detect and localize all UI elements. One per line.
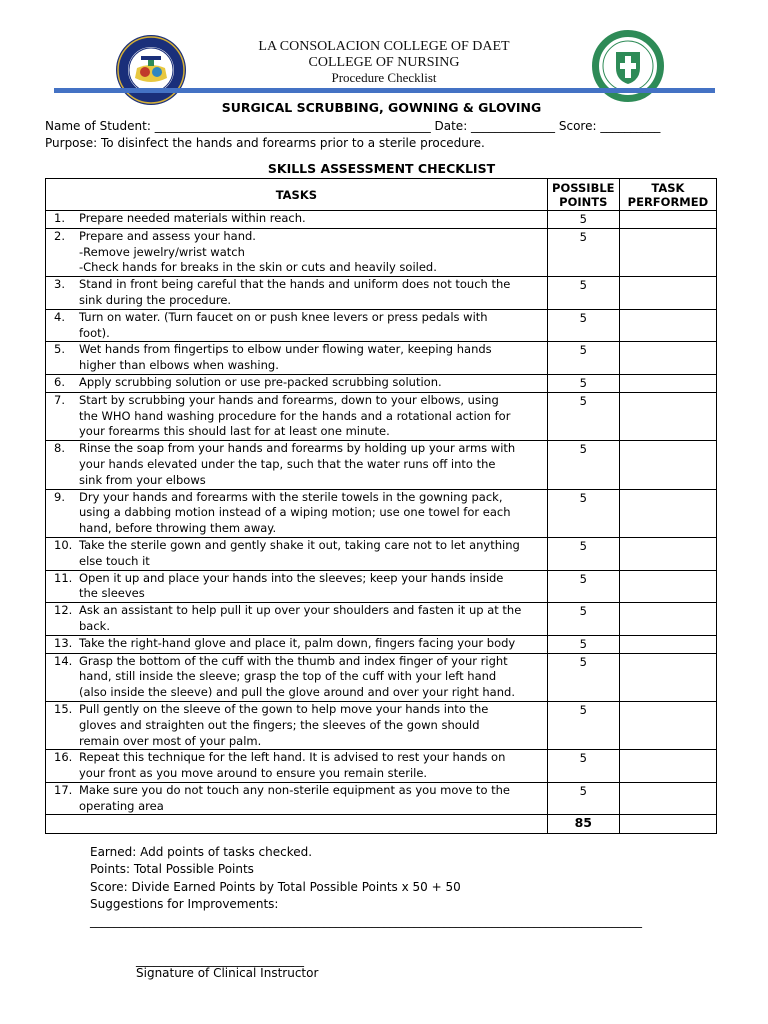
task-performed-cell[interactable] (619, 750, 716, 783)
task-cell (46, 635, 548, 653)
task-performed-cell[interactable] (619, 537, 716, 570)
task-text-line: operating area (79, 798, 164, 813)
task-text-line: hand, still inside the sleeve; grasp the top of the cuff with your left hand (79, 669, 497, 684)
possible-points-cell: 5 (547, 537, 619, 570)
task-text-line: else touch it (79, 553, 150, 568)
task-text (79, 636, 543, 652)
table-row (46, 228, 717, 276)
task-text-line: your hands elevated under the tap, such that the water runs off into the (79, 456, 496, 471)
task-text (79, 571, 543, 603)
task-number: 15. (54, 701, 73, 716)
task-text (79, 783, 543, 815)
procedure-title: SURGICAL SCRUBBING, GOWNING & GLOVING (221, 100, 542, 115)
task-number: 3. (54, 277, 65, 292)
task-performed-cell[interactable] (619, 570, 716, 603)
task-text-line: Take the sterile gown and gently shake it out, taking care not to let anything (79, 537, 520, 552)
task-performed-cell[interactable] (619, 392, 716, 440)
task-text-line: Rinse the soap from your hands and forearms by holding up your arms with (79, 441, 516, 456)
possible-points-cell: 5 (547, 570, 619, 603)
task-text (79, 277, 543, 309)
possible-points-cell: 5 (547, 750, 619, 783)
college-seal-icon (115, 34, 187, 106)
task-text-line: remain over most of your palm. (79, 733, 262, 748)
task-text-line: Stand in front being careful that the hands and uniform does not touch the (79, 277, 511, 292)
table-row (46, 701, 717, 749)
department-name: COLLEGE OF NURSING (308, 55, 460, 70)
task-performed-cell[interactable] (619, 701, 716, 749)
task-text-line: Prepare and assess your hand. (79, 228, 256, 243)
earned-note: Earned: Add points of tasks checked. (90, 845, 313, 859)
possible-points-cell: 5 (547, 441, 619, 489)
table-row (46, 392, 717, 440)
task-text-line: your forearms this should last for at least one minute. (79, 424, 390, 439)
table-row (46, 309, 717, 342)
tasks-header: TASKS (46, 179, 548, 211)
task-cell (46, 603, 548, 636)
task-performed-header-line2: PERFORMED (627, 194, 709, 209)
task-number: 12. (54, 603, 73, 618)
possible-points-cell: 5 (547, 489, 619, 537)
possible-points-cell: 5 (547, 277, 619, 310)
task-performed-cell[interactable] (619, 603, 716, 636)
task-text-line: Wet hands from fingertips to elbow under flowing water, keeping hands (79, 342, 492, 357)
task-text-line: Make sure you do not touch any non-sterile equipment as you move to the (79, 782, 511, 797)
task-number: 7. (54, 392, 65, 407)
checklist-title: SKILLS ASSESSMENT CHECKLIST (267, 161, 496, 176)
task-performed-header-line1: TASK (651, 180, 685, 195)
total-points: 85 (547, 815, 619, 834)
college-name: LA CONSOLACION COLLEGE OF DAET (258, 39, 510, 54)
purpose-line: Purpose: To disinfect the hands and forearms prior to a sterile procedure. (45, 136, 485, 150)
task-performed-cell[interactable] (619, 374, 716, 392)
total-performed-cell[interactable] (619, 815, 716, 834)
table-row (46, 570, 717, 603)
task-text-line: the sleeves (79, 586, 145, 601)
task-text-line: (also inside the sleeve) and pull the glove around and over your right hand. (79, 685, 515, 700)
task-text-line: Take the right-hand glove and place it, palm down, fingers facing your body (79, 635, 516, 650)
task-number: 13. (54, 635, 73, 650)
points-note: Points: Total Possible Points (90, 862, 254, 876)
task-number: 2. (54, 228, 65, 243)
task-performed-cell[interactable] (619, 342, 716, 375)
task-text (79, 229, 543, 276)
task-number: 8. (54, 441, 65, 456)
task-text (79, 342, 543, 374)
table-row (46, 374, 717, 392)
task-number: 16. (54, 750, 73, 765)
table-row (46, 342, 717, 375)
task-performed-header (619, 179, 716, 211)
task-text (79, 310, 543, 342)
task-number: 11. (54, 570, 73, 585)
possible-points-cell: 5 (547, 653, 619, 701)
task-cell (46, 228, 548, 276)
task-performed-cell[interactable] (619, 441, 716, 489)
task-performed-cell[interactable] (619, 782, 716, 815)
task-text-line: back. (79, 618, 110, 633)
task-number: 17. (54, 782, 73, 797)
table-row (46, 441, 717, 489)
task-text-line: the WHO hand washing procedure for the hands and a rotational action for (79, 408, 511, 423)
task-text-line: Start by scrubbing your hands and forearms, down to your elbows, using (79, 392, 499, 407)
task-number: 14. (54, 653, 73, 668)
task-cell (46, 489, 548, 537)
task-number: 10. (54, 537, 73, 552)
table-row (46, 750, 717, 783)
total-row (46, 815, 717, 834)
task-performed-cell[interactable] (619, 309, 716, 342)
task-cell (46, 701, 548, 749)
table-row (46, 211, 717, 229)
task-text (79, 375, 543, 391)
task-text-line: using a dabbing motion instead of a wiping motion; use one towel for each (79, 505, 511, 520)
task-text-line: Open it up and place your hands into the sleeves; keep your hands inside (79, 570, 504, 585)
document-type: Procedure Checklist (331, 70, 437, 85)
task-text-line: -Remove jewelry/wrist watch (79, 244, 245, 259)
task-performed-cell[interactable] (619, 228, 716, 276)
task-cell (46, 277, 548, 310)
task-text (79, 211, 543, 227)
task-text-line: Pull gently on the sleeve of the gown to help move your hands into the (79, 701, 489, 716)
task-cell (46, 750, 548, 783)
task-text-line: Repeat this technique for the left hand. It is advised to rest your hands on (79, 750, 506, 765)
possible-points-cell: 5 (547, 228, 619, 276)
table-row (46, 653, 717, 701)
task-performed-cell[interactable] (619, 211, 716, 229)
total-label-cell (46, 815, 548, 834)
table-row (46, 537, 717, 570)
task-cell (46, 392, 548, 440)
header-divider (54, 88, 715, 93)
task-text (79, 654, 543, 701)
task-text-line: -Check hands for breaks in the skin or cuts and heavily soiled. (79, 260, 437, 275)
suggestions-line: ____________________________________________________________________________________________ (90, 914, 642, 928)
task-text-line: gloves and straighten out the fingers; the sleeves of the gown should (79, 717, 480, 732)
possible-points-header (547, 179, 619, 211)
student-info-line: Name of Student: ______________________________________________ Date: ______________ Score: __________ (45, 119, 661, 133)
task-text-line: Dry your hands and forearms with the sterile towels in the gowning pack, (79, 489, 503, 504)
signature-label: Signature of Clinical Instructor (136, 966, 319, 980)
task-cell (46, 782, 548, 815)
table-header-row (46, 179, 717, 211)
task-performed-cell[interactable] (619, 489, 716, 537)
task-text-line: Apply scrubbing solution or use pre-packed scrubbing solution. (79, 374, 442, 389)
table-row (46, 782, 717, 815)
table-row (46, 277, 717, 310)
task-text-line: sink during the procedure. (79, 292, 232, 307)
possible-points-header-line1: POSSIBLE (552, 180, 615, 195)
task-performed-cell[interactable] (619, 277, 716, 310)
task-rows (46, 211, 717, 834)
task-text (79, 441, 543, 488)
task-text-line: Grasp the bottom of the cuff with the thumb and index finger of your right (79, 653, 508, 668)
possible-points-cell: 5 (547, 342, 619, 375)
possible-points-cell: 5 (547, 603, 619, 636)
task-number: 9. (54, 489, 65, 504)
table-row (46, 489, 717, 537)
possible-points-cell: 5 (547, 635, 619, 653)
task-cell (46, 570, 548, 603)
possible-points-cell: 5 (547, 374, 619, 392)
task-text-line: hand, before throwing them away. (79, 521, 277, 536)
possible-points-cell: 5 (547, 392, 619, 440)
task-text (79, 538, 543, 570)
task-number: 4. (54, 309, 65, 324)
possible-points-header-line2: POINTS (559, 194, 608, 209)
suggestions-label: Suggestions for Improvements: (90, 897, 279, 911)
task-cell (46, 309, 548, 342)
skills-checklist-table (45, 178, 717, 834)
task-text-line: foot). (79, 325, 110, 340)
task-text (79, 393, 543, 440)
task-text-line: your front as you move around to ensure you remain sterile. (79, 766, 428, 781)
task-text-line: higher than elbows when washing. (79, 358, 279, 373)
signature-line: ____________________________ (136, 953, 304, 967)
task-number: 1. (54, 211, 65, 225)
task-text-line: Turn on water. (Turn faucet on or push knee levers or press pedals with (79, 309, 488, 324)
task-text (79, 603, 543, 635)
possible-points-cell: 5 (547, 309, 619, 342)
task-cell (46, 342, 548, 375)
task-text-line: sink from your elbows (79, 472, 206, 487)
table-row (46, 603, 717, 636)
task-cell (46, 374, 548, 392)
possible-points-cell: 5 (547, 701, 619, 749)
task-cell (46, 537, 548, 570)
task-performed-cell[interactable] (619, 653, 716, 701)
task-number: 5. (54, 342, 65, 357)
table-row (46, 635, 717, 653)
possible-points-cell: 5 (547, 211, 619, 229)
task-text-line: Ask an assistant to help pull it up over your shoulders and fasten it up at the (79, 603, 522, 618)
task-text (79, 702, 543, 749)
task-text (79, 490, 543, 537)
task-cell (46, 441, 548, 489)
task-performed-cell[interactable] (619, 635, 716, 653)
score-note: Score: Divide Earned Points by Total Possible Points x 50 + 50 (90, 880, 461, 894)
task-cell (46, 653, 548, 701)
task-text (79, 750, 543, 782)
task-cell (46, 211, 548, 229)
possible-points-cell: 5 (547, 782, 619, 815)
task-text-line: Prepare needed materials within reach. (79, 211, 306, 225)
task-number: 6. (54, 374, 65, 389)
